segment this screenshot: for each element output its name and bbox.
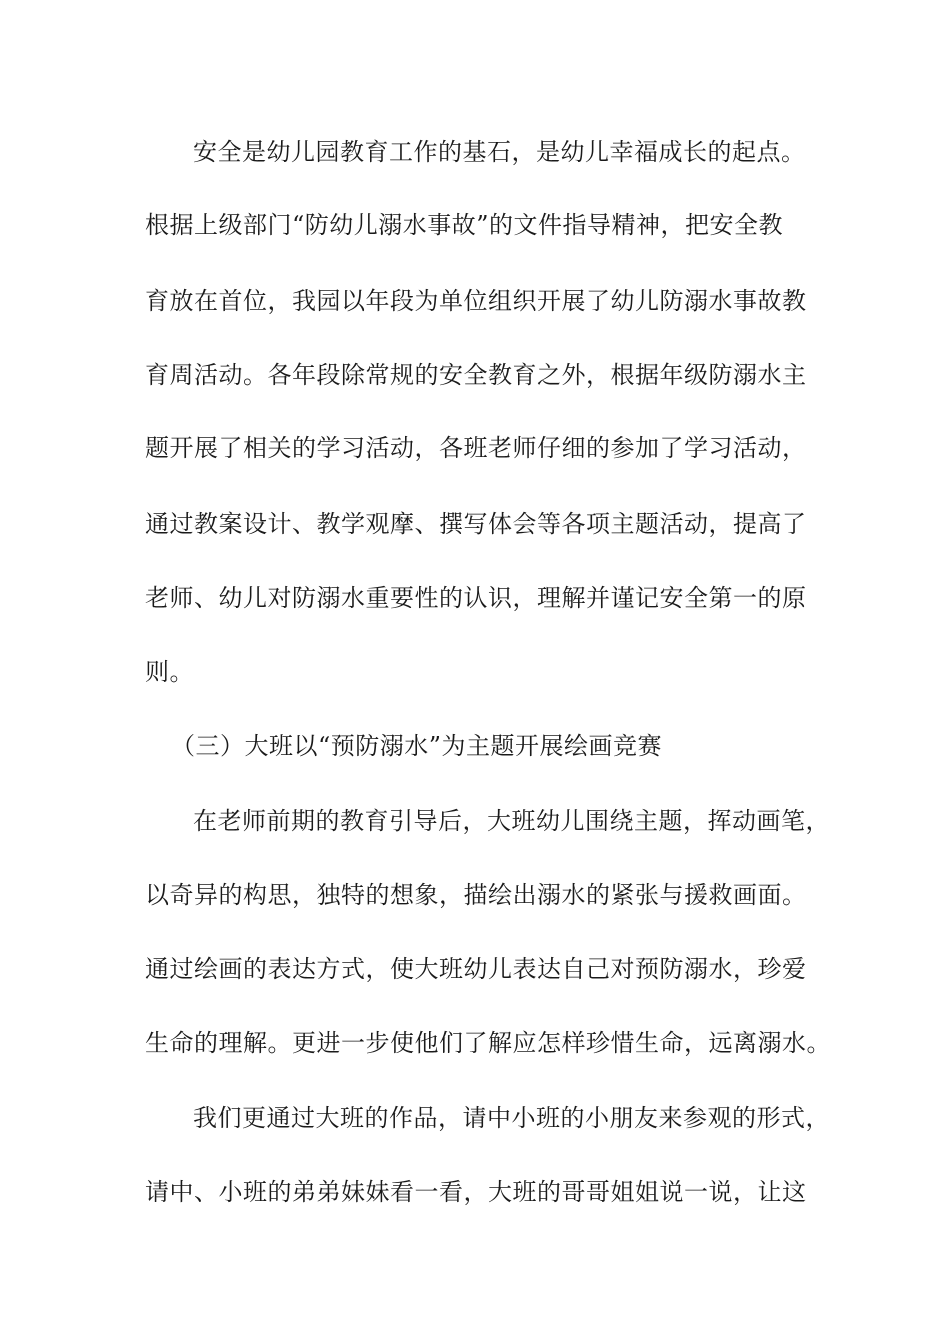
paragraph-line: 在老师前期的教育引导后，大班幼儿围绕主题，挥动画笔， <box>193 807 830 835</box>
paragraph-line: 以奇异的构思，独特的想象，描绘出溺水的紧张与援救画面。 <box>145 881 807 909</box>
paragraph-line: 请中、小班的弟弟妹妹看一看，大班的哥哥姐姐说一说，让这 <box>145 1178 807 1206</box>
paragraph-line: 通过教案设计、教学观摩、撰写体会等各项主题活动，提高了 <box>145 510 807 538</box>
paragraph-line: 育放在首位，我园以年段为单位组织开展了幼儿防溺水事故教 <box>145 287 807 315</box>
paragraph-line: 根据上级部门“防幼儿溺水事故”的文件指导精神，把安全教 <box>145 211 784 239</box>
paragraph-line: 老师、幼儿对防溺水重要性的认识，理解并谨记安全第一的原 <box>145 584 807 612</box>
paragraph-line: 则。 <box>145 658 194 686</box>
paragraph-line: 我们更通过大班的作品，请中小班的小朋友来参观的形式， <box>193 1104 830 1132</box>
section-heading: （三）大班以“预防溺水”为主题开展绘画竞赛 <box>171 732 663 760</box>
paragraph-line: 育周活动。各年段除常规的安全教育之外，根据年级防溺水主 <box>145 361 807 389</box>
paragraph-line: 通过绘画的表达方式，使大班幼儿表达自己对预防溺水，珍爱 <box>145 955 807 983</box>
paragraph-line: 题开展了相关的学习活动，各班老师仔细的参加了学习活动， <box>145 434 807 462</box>
paragraph-line: 生命的理解。更进一步使他们了解应怎样珍惜生命，远离溺水。 <box>145 1029 831 1057</box>
paragraph-line: 安全是幼儿园教育工作的基石，是幼儿幸福成长的起点。 <box>193 138 806 166</box>
